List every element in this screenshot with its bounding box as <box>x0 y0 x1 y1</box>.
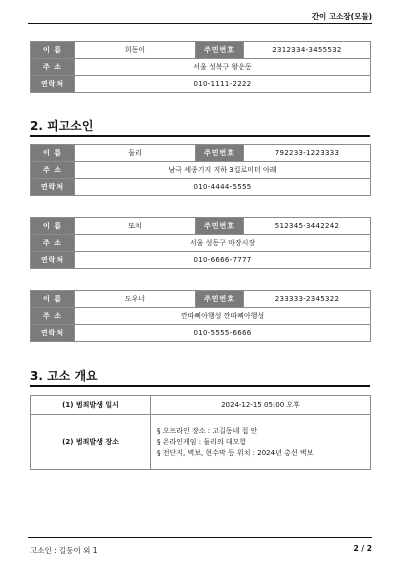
document-header-title: 간이 고소장(모듈) <box>311 12 372 21</box>
complainant-id-number: 2312334-3455532 <box>244 42 371 59</box>
defendant-id-number: 792233-1223333 <box>244 145 371 162</box>
complainant-phone: 010-1111-2222 <box>75 76 371 93</box>
defendant-phone: 010-4444-5555 <box>75 179 371 196</box>
footer-rule <box>28 537 372 538</box>
contact-label: 연락처 <box>31 325 75 342</box>
defendant-address: 서울 성동구 마장시장 <box>75 235 371 252</box>
defendant-id-number: 233333-2345322 <box>244 291 371 308</box>
address-label: 주 소 <box>31 162 75 179</box>
defendant-name: 도우너 <box>75 291 196 308</box>
section-rule-summary <box>30 385 370 387</box>
section-title-defendants: 2. 피고소인 <box>30 119 94 133</box>
footer-complainant: 고소인 : 길동이 외 1 <box>30 546 98 555</box>
id-number-label: 주민번호 <box>196 145 244 162</box>
name-label: 이 름 <box>31 291 75 308</box>
defendant-name: 둘리 <box>75 145 196 162</box>
header-rule <box>28 23 372 24</box>
page-number: 2 / 2 <box>353 544 372 553</box>
complainant-table <box>30 41 371 93</box>
id-number-label: 주민번호 <box>196 291 244 308</box>
defendant-table <box>30 144 371 196</box>
defendant-table <box>30 217 371 269</box>
defendant-phone: 010-6666-7777 <box>75 252 371 269</box>
crime-place-item: § 전단지, 벽보, 현수막 등 위치 : 2024년 총선 벽보 <box>157 448 314 457</box>
section-title-summary: 3. 고소 개요 <box>30 369 98 383</box>
crime-place-list <box>151 415 371 470</box>
summary-table <box>30 395 371 470</box>
crime-place-item: § 오프라인 장소 : 고길동네 집 안 <box>157 426 258 435</box>
defendant-address: 깐따삐아행성 깐따삐아행성 <box>75 308 371 325</box>
id-number-label: 주민번호 <box>196 218 244 235</box>
defendant-id-number: 512345-3442242 <box>244 218 371 235</box>
defendant-address: 남극 세종기지 지하 3킬로미터 아래 <box>75 162 371 179</box>
crime-place-item: § 온라인게임 : 둘리의 대모험 <box>157 437 247 446</box>
defendant-table <box>30 290 371 342</box>
id-number-label: 주민번호 <box>196 42 244 59</box>
name-label: 이 름 <box>31 145 75 162</box>
crime-datetime-label: (1) 범죄발생 일시 <box>31 396 151 415</box>
name-label: 이 름 <box>31 218 75 235</box>
defendant-name: 또치 <box>75 218 196 235</box>
address-label: 주 소 <box>31 308 75 325</box>
address-label: 주 소 <box>31 235 75 252</box>
address-label: 주 소 <box>31 59 75 76</box>
contact-label: 연락처 <box>31 76 75 93</box>
complainant-name: 희동이 <box>75 42 196 59</box>
crime-place-label: (2) 범죄발생 장소 <box>31 415 151 470</box>
contact-label: 연락처 <box>31 179 75 196</box>
crime-datetime-value: 2024-12-15 05:00 오후 <box>151 396 371 415</box>
name-label: 이 름 <box>31 42 75 59</box>
contact-label: 연락처 <box>31 252 75 269</box>
defendant-phone: 010-5555-6666 <box>75 325 371 342</box>
complainant-address: 서울 성북구 왕운동 <box>75 59 371 76</box>
section-rule-defendants <box>30 135 370 137</box>
